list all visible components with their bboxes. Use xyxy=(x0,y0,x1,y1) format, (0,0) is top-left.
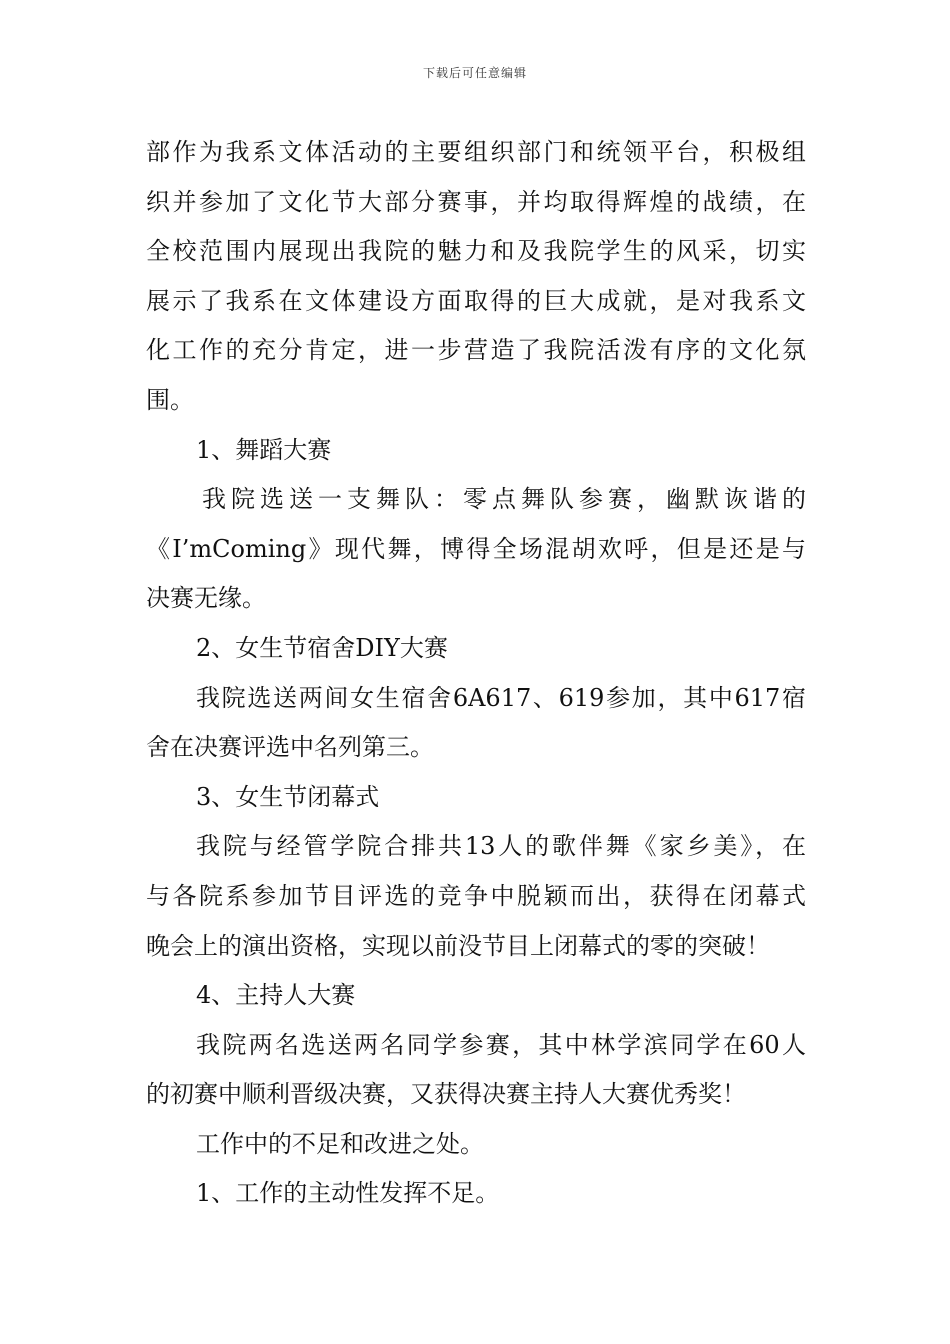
paragraph-line: 我院两名选送两名同学参赛，其中林学滨同学在60人 xyxy=(196,1030,806,1059)
page-header: 下载后可任意编辑 xyxy=(422,66,527,80)
paragraph-line: 化工作的充分肯定，进一步营造了我院活泼有序的文化氛 xyxy=(146,336,806,365)
paragraph-line: 全校范围内展现出我院的魅力和及我院学生的风采，切实 xyxy=(146,237,806,266)
paragraph-line: 我院与经管学院合排共13人的歌伴舞《家乡美》，在 xyxy=(196,832,806,861)
paragraph-line: 部作为我系文体活动的主要组织部门和统领平台，积极组 xyxy=(146,138,806,166)
paragraph-line: 决赛无缘。 xyxy=(146,584,266,613)
paragraph-line: 的初赛中顺利晋级决赛，又获得决赛主持人大赛优秀奖！ xyxy=(146,1080,746,1109)
section-heading: 1、舞蹈大赛 xyxy=(196,435,332,464)
section-heading: 4、主持人大赛 xyxy=(196,981,356,1010)
paragraph-line: 我院选送两间女生宿舍6A617、619参加，其中617宿 xyxy=(196,683,806,712)
paragraph-line: 织并参加了文化节大部分赛事，并均取得辉煌的战绩，在 xyxy=(146,187,806,216)
paragraph-line: 围。 xyxy=(146,385,194,414)
paragraph-line: 展示了我系在文体建设方面取得的巨大成就，是对我系文 xyxy=(146,286,806,315)
paragraph-line: 《I’mComing》现代舞，博得全场混胡欢呼，但是还是与 xyxy=(146,534,806,563)
paragraph-line: 工作中的不足和改进之处。 xyxy=(196,1129,484,1158)
paragraph-line: 晚会上的演出资格，实现以前没节目上闭幕式的零的突破！ xyxy=(146,931,770,960)
section-heading: 3、女生节闭幕式 xyxy=(196,782,380,811)
paragraph-line: 舍在决赛评选中名列第三。 xyxy=(146,733,434,762)
paragraph-line: 与各院系参加节目评选的竞争中脱颖而出，获得在闭幕式 xyxy=(146,881,806,910)
document-body xyxy=(146,128,806,1219)
section-heading: 1、工作的主动性发挥不足。 xyxy=(196,1179,500,1208)
section-heading: 2、女生节宿舍DIY大赛 xyxy=(196,633,448,662)
paragraph-line: 我院选送一支舞队：零点舞队参赛，幽默诙谐的 xyxy=(202,485,806,514)
